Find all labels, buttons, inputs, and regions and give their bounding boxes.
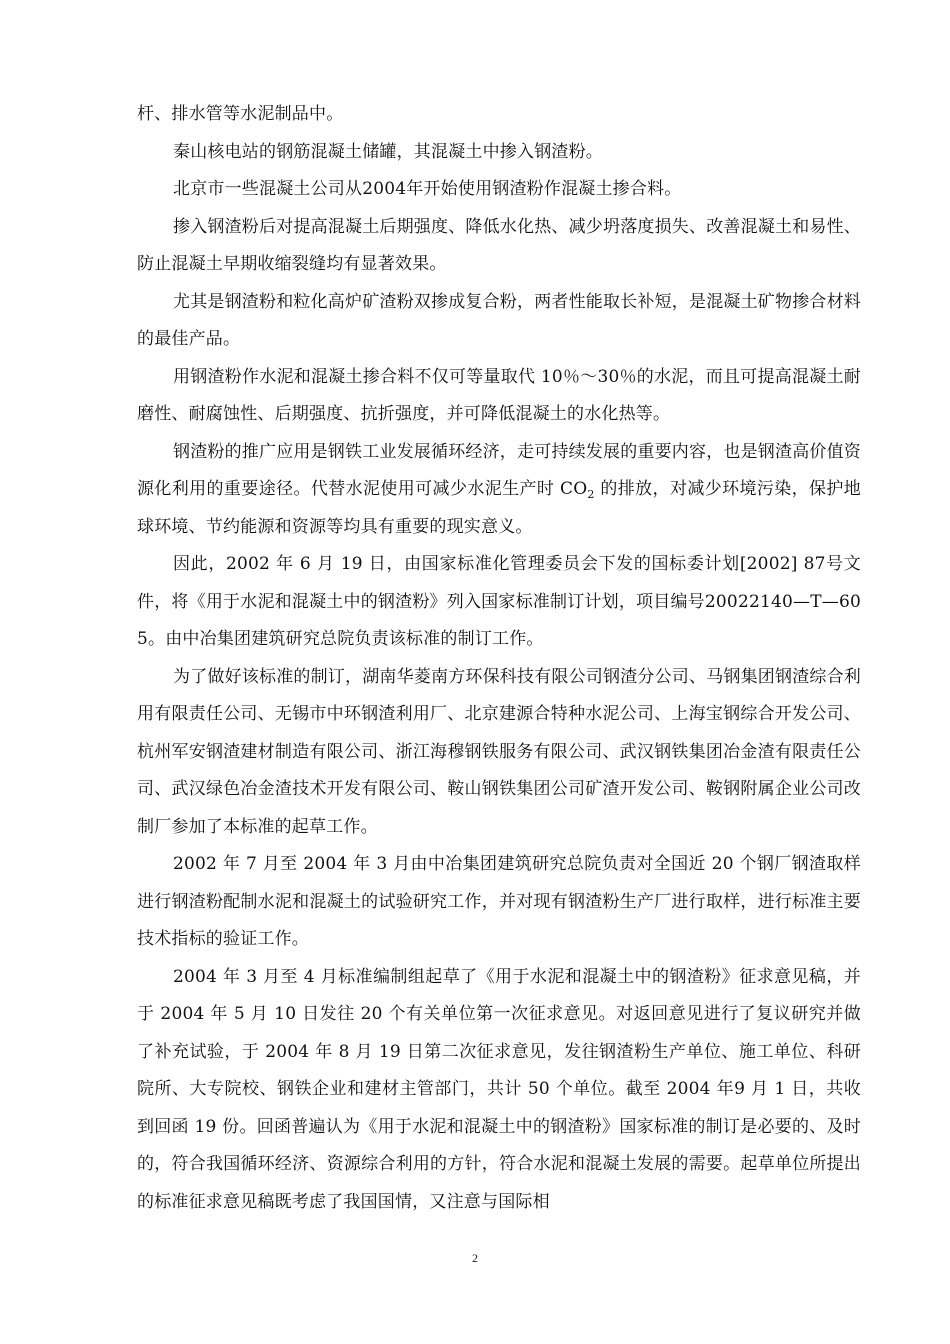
paragraph-plan: 因此，2002 年 6 月 19 日，由国家标准化管理委员会下发的国标委计划[2002] 87号文件，将《用于水泥和混凝土中的钢渣粉》列入国家标准制订计划，项目编号20022140—T—605。由中冶集团建筑研究总院负责该标准的制订工作。 <box>137 554 861 649</box>
paragraph-research: 2002 年 7 月至 2004 年 3 月由中冶集团建筑研究总院负责对全国近 20 个钢厂钢渣取样进行钢渣粉配制水泥和混凝土的试验研究工作，并对现有钢渣粉生产厂进行取样，进行标准主要技术指标的验证工作。 <box>137 854 861 949</box>
paragraph-admixture: 用钢渣粉作水泥和混凝土掺合料不仅可等量取代 10％～30％的水泥，而且可提高混凝土耐磨性、耐腐蚀性、后期强度、抗折强度，并可降低混凝土的水化热等。 <box>137 366 861 424</box>
paragraph-text-after-formula: 的排放，对减少环境污染，保护地球环境、节约能源和资源等均具有重要的现实意义。 <box>137 479 861 537</box>
paragraph-circular-economy <box>137 434 861 547</box>
paragraph-text-before-formula: 钢渣粉的推广应用是钢铁工业发展循环经济，走可持续发展的重要内容，也是钢渣高价值资源化利用的重要途径。代替水泥使用可减少水泥生产时 <box>137 441 861 499</box>
paragraph-continuation: 杆、排水管等水泥制品中。 <box>137 104 344 124</box>
formula-subscript: 2 <box>587 488 595 501</box>
body-text <box>137 96 861 1221</box>
co2-formula <box>560 479 595 499</box>
paragraph-drafters: 为了做好该标准的制订，湖南华菱南方环保科技有限公司钢渣分公司、马钢集团钢渣综合利用有限责任公司、无锡市中环钢渣利用厂、北京建源合特种水泥公司、上海宝钢综合开发公司、杭州军安钢渣建材制造有限公司、浙江海穆钢铁服务有限公司、武汉钢铁集团冶金渣有限责任公司、武汉绿色冶金渣技术开发有限公司、鞍山钢铁集团公司矿渣开发公司、鞍钢附属企业公司改制厂参加了本标准的起草工作。 <box>137 666 861 837</box>
paragraph-beijing: 北京市一些混凝土公司从2004年开始使用钢渣粉作混凝土掺合料。 <box>173 179 682 199</box>
formula-main: CO <box>560 479 588 499</box>
paragraph-qinshan: 秦山核电站的钢筋混凝土储罐，其混凝土中掺入钢渣粉。 <box>173 141 603 162</box>
page-number: 2 <box>472 1251 478 1265</box>
paragraph-composite-powder: 尤其是钢渣粉和粒化高炉矿渣粉双掺成复合粉，两者性能取长补短，是混凝土矿物掺合材料的最佳产品。 <box>137 291 861 349</box>
paragraph-consultation: 2004 年 3 月至 4 月标准编制组起草了《用于水泥和混凝土中的钢渣粉》征求意见稿，并于 2004 年 5 月 10 日发往 20 个有关单位第一次征求意见。对返回意见进行了复议研究并做了补充试验，于 2004 年 8 月 19 日第二次征求意见，发往钢渣粉生产单位、施工单位、科研院所、大专院校、钢铁企业和建材主管部门，共计 50 个单位。截至 2004 年9 月 1 日，共收到回函 19 份。回函普遍认为《用于水泥和混凝土中的钢渣粉》国家标准的制订是必要的、及时的，符合我国循环经济、资源综合利用的方针，符合水泥和混凝土发展的需要。起草单位所提出的标准征求意见稿既考虑了我国国情，又注意与国际相 <box>137 966 861 1212</box>
paragraph-effects: 掺入钢渣粉后对提高混凝土后期强度、降低水化热、减少坍落度损失、改善混凝土和易性、防止混凝土早期收缩裂缝均有显著效果。 <box>137 216 861 274</box>
